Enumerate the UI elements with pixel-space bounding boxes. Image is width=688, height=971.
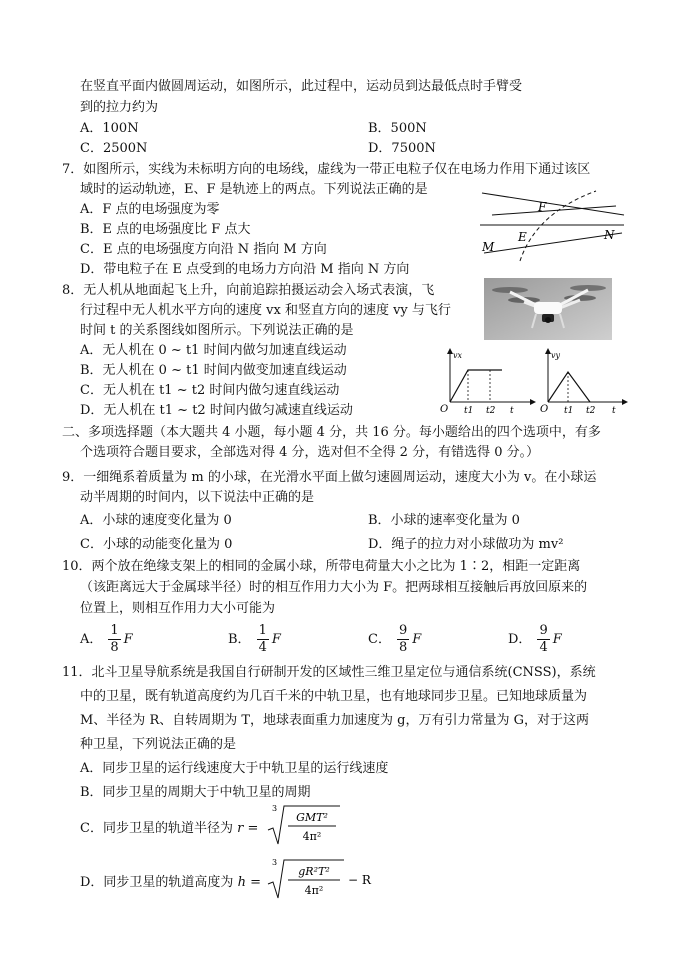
- drone-photo: [484, 278, 612, 340]
- q10-option-c: C． $\frac{9}{8}$ F: [368, 623, 422, 655]
- q11-stem-line1: 11．北斗卫星导航系统是我国自行研制开发的区域性三维卫星定位与通信系统(CNSS)，系统: [62, 665, 596, 680]
- label-m: M: [482, 240, 495, 254]
- minus-r: − R: [348, 873, 371, 887]
- vx-origin: O: [440, 404, 449, 415]
- q11-stem-line3: M、半径为 R、自转周期为 T，地球表面重力加速度为 g，万有引力常量为 G，对于这两: [80, 713, 590, 728]
- q10-stem-line1: 10．两个放在绝缘支架上的相同的金属小球，所带电荷量大小之比为 1∶2，相距一定距离: [62, 559, 581, 574]
- q11-option-b: B．同步卫星的周期大于中轨卫星的周期: [80, 785, 311, 800]
- q8-stem-line3: 时间 t 的关系图线如图所示。下列说法正确的是: [80, 323, 354, 338]
- particle-trajectory: [520, 191, 596, 261]
- fraction: $\frac{1}{4}$: [258, 623, 267, 655]
- label-e: E: [518, 230, 527, 244]
- q11-stem-line4: 种卫星，下列说法正确的是: [80, 737, 237, 752]
- label-f: F: [538, 200, 547, 214]
- q10-stem-line2: （该距离远大于金属球半径）时的相互作用力大小为 F。把两球相互接触后再放回原来的: [80, 580, 588, 595]
- vx-t1: t1: [464, 406, 474, 416]
- q6-option-a: A．100N: [80, 121, 139, 136]
- q9-option-d: D．绳子的拉力对小球做功为 mv²: [368, 537, 564, 552]
- q7-option-a: A．F 点的电场强度为零: [80, 202, 220, 217]
- q9-stem-line1: 9．一细绳系着质量为 m 的小球，在光滑水平面上做匀速圆周运动，速度大小为 v。在小球运: [62, 470, 597, 485]
- vx-t2: t2: [486, 406, 496, 416]
- vx-t: t: [510, 406, 514, 416]
- q9-option-b: B．小球的速率变化量为 0: [368, 513, 520, 528]
- q8-stem-line1: 8．无人机从地面起飞上升，向前追踪拍摄运动会入场式表演，飞: [62, 283, 435, 298]
- vy-origin: O: [540, 404, 549, 415]
- q7-option-c: C．E 点的电场强度方向沿 N 指向 M 方向: [80, 242, 327, 257]
- q10-option-d: D． $\frac{9}{4}$ F: [508, 623, 562, 655]
- radicand-numerator: GMT²: [296, 811, 328, 824]
- section2-heading-line2: 个选项符合题目要求，全部选对得 4 分，选对但不全得 2 分，有错选得 0 分。）: [80, 445, 540, 460]
- q8-stem-line2: 行过程中无人机水平方向的速度 vx 和竖直方向的速度 vy 与飞行: [80, 303, 451, 318]
- q9-option-a: A．小球的速度变化量为 0: [80, 513, 232, 528]
- q8-option-d: D．无人机在 t1 ~ t2 时间内做匀减速直线运动: [80, 403, 353, 418]
- radicand-denominator: 4π²: [304, 884, 324, 897]
- vy-time-graph: [540, 348, 630, 416]
- fraction: $\frac{1}{8}$: [110, 623, 119, 655]
- q11-d-cube-root: [264, 854, 374, 904]
- radicand-denominator: 4π²: [302, 830, 322, 843]
- q11-option-a: A．同步卫星的运行线速度大于中轨卫星的运行线速度: [80, 761, 389, 776]
- q6-option-c: C．2500N: [80, 141, 148, 156]
- q9-stem-line2: 动半周期的时间内，以下说法中正确的是: [80, 490, 315, 505]
- vx-curve: [450, 370, 502, 402]
- label-n: N: [604, 228, 615, 242]
- q8-option-b: B．无人机在 0 ~ t1 时间内做变加速直线运动: [80, 363, 347, 378]
- q6-option-d: D．7500N: [368, 141, 436, 156]
- q11-stem-line2: 中的卫星，既有轨道高度约为几百千米的中轨卫星，也有地球同步卫星。已知地球质量为: [80, 689, 588, 704]
- vy-t1: t1: [564, 406, 574, 416]
- q11-option-c: C．同步卫星的轨道半径为 r =: [80, 821, 259, 836]
- svg-text:3: 3: [272, 804, 278, 813]
- q10-option-line: 位置上，则相互作用力大小可能为: [80, 601, 276, 616]
- q6-option-b: B．500N: [368, 121, 427, 136]
- field-line-4: [484, 233, 622, 253]
- q10-option-b: B． $\frac{1}{4}$ F: [228, 623, 281, 655]
- q9-option-c: C．小球的动能变化量为 0: [80, 537, 233, 552]
- vy-t: t: [612, 406, 616, 416]
- q7-option-d: D．带电粒子在 E 点受到的电场力方向沿 M 指向 N 方向: [80, 262, 410, 277]
- q6-stem-line2: 到的拉力约为: [80, 100, 159, 115]
- fraction: $\frac{9}{4}$: [539, 623, 548, 655]
- section2-heading-line1: 二、多项选择题（本大题共 4 小题，每小题 4 分，共 16 分。每小题给出的四个选项中，有多: [62, 425, 601, 440]
- q7-stem-line1: 7．如图所示，实线为未标明方向的电场线，虚线为一带正电粒子仅在电场力作用下通过该区: [62, 162, 591, 177]
- q7-option-b: B．E 点的电场强度比 F 点大: [80, 222, 251, 237]
- vy-t2: t2: [586, 406, 596, 416]
- q6-stem-line1: 在竖直平面内做圆周运动，如图所示，此过程中，运动员到达最低点时手臂受: [80, 79, 523, 94]
- vy-ylabel: vy: [551, 351, 561, 360]
- radicand-numerator: gR²T²: [298, 865, 330, 878]
- vx-time-graph: [438, 348, 538, 416]
- electric-field-figure: [476, 183, 636, 263]
- q7-stem-line2: 域时的运动轨迹，E、F 是轨迹上的两点。下列说法正确的是: [80, 182, 428, 197]
- fraction: $\frac{9}{8}$: [398, 623, 408, 655]
- vx-ylabel: vx: [453, 351, 463, 360]
- svg-text:3: 3: [272, 858, 278, 867]
- field-line-1: [482, 193, 624, 215]
- vy-curve: [548, 372, 590, 402]
- q11-c-cube-root: [264, 800, 344, 850]
- q11-option-d: D．同步卫星的轨道高度为 h =: [80, 875, 261, 890]
- q10-option-a: A． $\frac{1}{8}$ F: [80, 623, 133, 655]
- q8-option-a: A．无人机在 0 ~ t1 时间内做匀加速直线运动: [80, 343, 347, 358]
- q8-option-c: C．无人机在 t1 ~ t2 时间内做匀速直线运动: [80, 383, 340, 398]
